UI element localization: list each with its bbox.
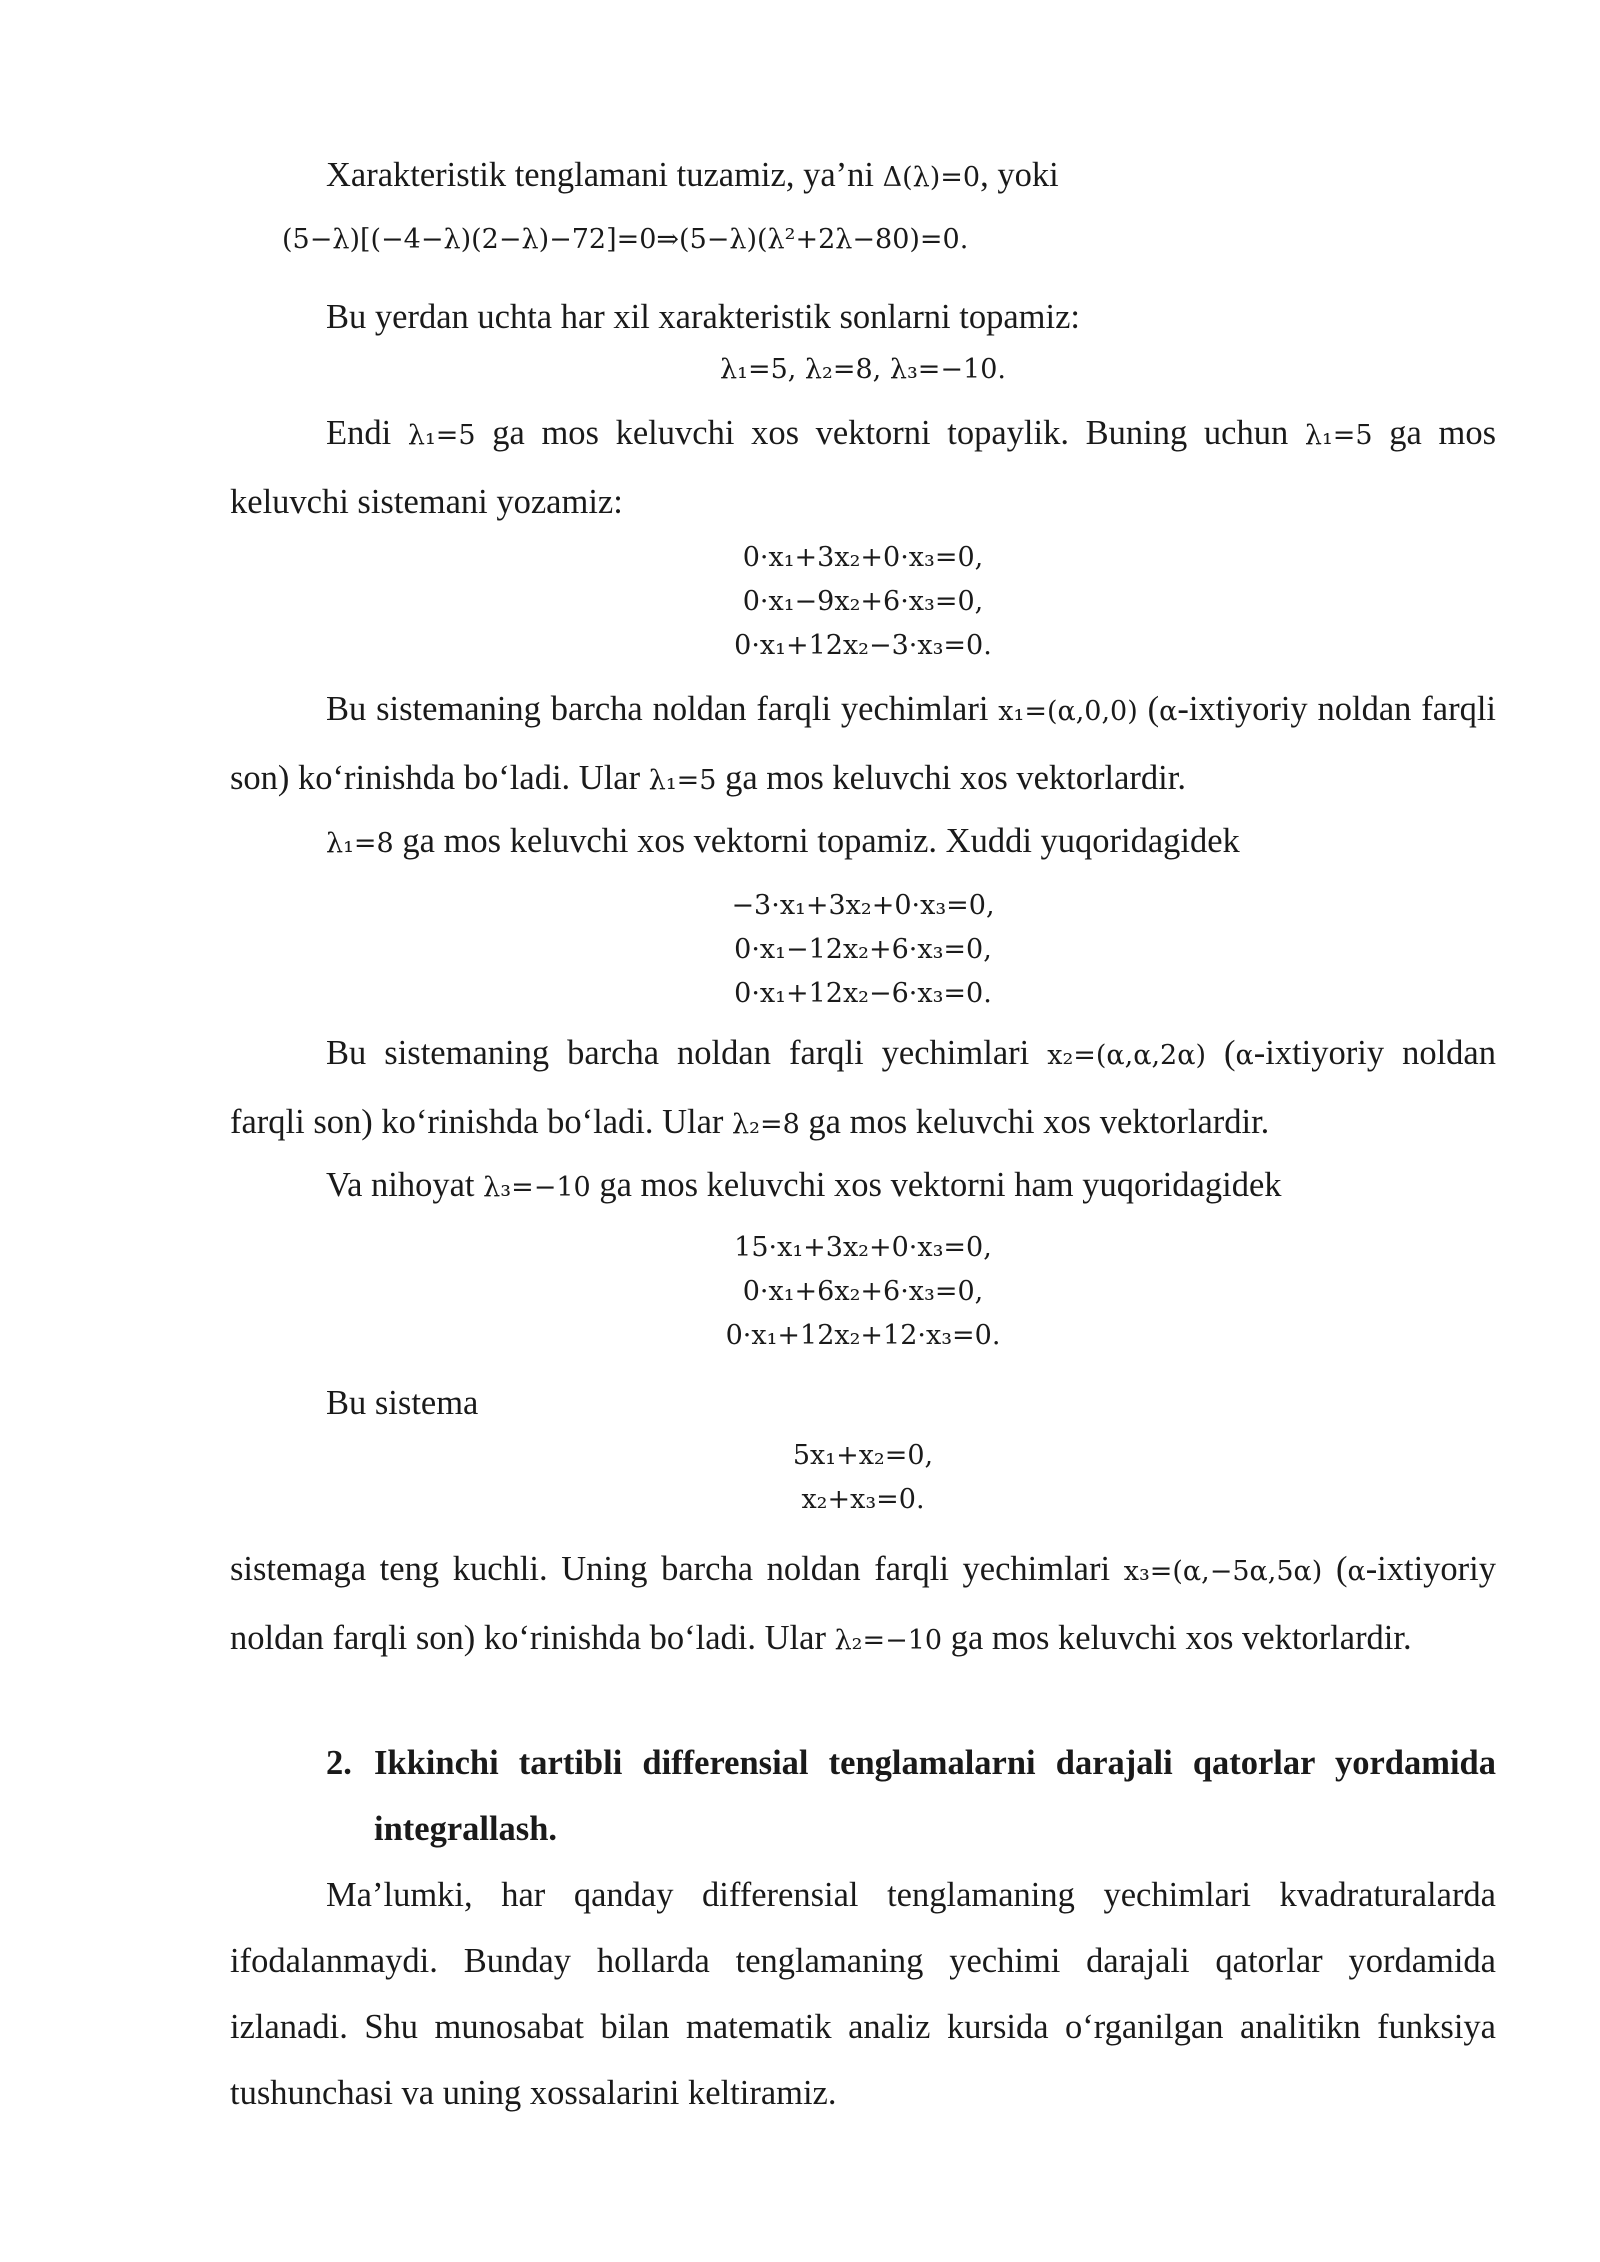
math-x3-vector: x₃=(α,−5α,5α) [1123,1556,1323,1587]
math-x1-vector: x₁=(α,0,0) [998,696,1138,727]
math-lambda1-a: λ₁=5 [407,420,476,451]
system-4-row-2: x₂+x₃=0. [801,1484,925,1515]
math-delta-lambda: Δ(λ)=0 [882,162,981,193]
math-lambda2-a: λ₁=8 [326,828,394,859]
equation-eigenvalues: λ₁=5, λ₂=8, λ₃=−10. [720,354,1006,385]
system-3-row-3: 0·x₁+12x₂+12·x₃=0. [725,1320,1001,1351]
system-1-row-1: 0·x₁+3x₂+0·x₃=0, [742,542,984,573]
paragraph-lambda3: Va nihoyat λ₃=−10 ga mos keluvchi xos vektorni ham yuqoridagidek [326,1166,1282,1204]
equation-characteristic: (5−λ)[(−4−λ)(2−λ)−72]=0⇒(5−λ)(λ²+2λ−80)=0. [282,224,969,255]
paragraph-eigenvalues-intro: Bu yerdan uchta har xil xarakteristik sonlarni topamiz: [326,298,1080,336]
paragraph-solution-3: sistemaga teng kuchli. Uning barcha noldan farqli yechimlari x₃=(α,−5α,5α) (α-ixtiyoriy noldan farqli son) ko‘rinishda bo‘ladi. Ular λ₂=−10 ga mos keluvchi xos vektorlardir. [230,1550,1497,1657]
math-alpha: α [1159,696,1178,727]
system-4-row-1: 5x₁+x₂=0, [792,1440,934,1471]
math-lambda3-a: λ₃=−10 [483,1172,591,1203]
paragraph-system-note: Bu sistema [326,1384,479,1422]
math-lambda3-b: λ₂=−10 [834,1625,943,1656]
section-heading [326,1730,1496,1862]
system-2-row-3: 0·x₁+12x₂−6·x₃=0. [734,978,992,1009]
system-2-row-1: −3·x₁+3x₂+0·x₃=0, [731,890,995,921]
math-lambda1-b: λ₁=5 [1304,420,1373,451]
system-1-row-2: 0·x₁−9x₂+6·x₃=0, [742,586,984,617]
system-2-row-2: 0·x₁−12x₂+6·x₃=0, [734,934,992,965]
math-lambda1-c: λ₁=5 [648,765,717,796]
math-lambda2-b: λ₂=8 [732,1109,800,1140]
paragraph-characteristic-intro: Xarakteristik tenglamani tuzamiz, ya’ni Δ(λ)=0, yoki [326,156,1059,194]
system-3-row-1: 15·x₁+3x₂+0·x₃=0, [734,1232,992,1263]
math-alpha: α [1235,1040,1254,1071]
paragraph-solution-2: Bu sistemaning barcha noldan farqli yechimlari x₂=(α,α,2α) (α-ixtiyoriy noldan farqli son) ko‘rinishda bo‘ladi. Ular λ₂=8 ga mos keluvchi xos vektorlardir. [230,1034,1496,1141]
math-x2-vector: x₂=(α,α,2α) [1047,1040,1207,1071]
paragraph-lambda1: Endi λ₁=5 ga mos keluvchi xos vektorni topaylik. Buning uchun λ₁=5 ga mos keluvchi sistemani yozamiz: [230,414,1496,521]
system-3-row-2: 0·x₁+6x₂+6·x₃=0, [742,1276,984,1307]
math-alpha: α [1347,1556,1366,1587]
paragraph-solution-1: Bu sistemaning barcha noldan farqli yechimlari x₁=(α,0,0) (α-ixtiyoriy noldan farqli son) ko‘rinishda bo‘ladi. Ular λ₁=5 ga mos keluvchi xos vektorlardir. [230,690,1496,797]
section-number: 2. [326,1744,352,1782]
section-title: Ikkinchi tartibli differensial tenglamalarni darajali qatorlar yordamida integrallash. [374,1744,1496,1848]
paragraph-power-series-intro: Ma’lumki, har qanday differensial tenglamaning yechimlari kvadraturalarda ifodalanmaydi. Bunday hollarda tenglamaning yechimi darajali qatorlar yordamida izlanadi. Shu munosabat bilan matematik analiz kursida o‘rganilgan analitikn funksiya tushunchasi va uning xossalarini keltiramiz. [230,1876,1496,2112]
paragraph-lambda2: λ₁=8 ga mos keluvchi xos vektorni topamiz. Xuddi yuqoridagidek [326,822,1240,860]
system-1-row-3: 0·x₁+12x₂−3·x₃=0. [734,630,992,661]
